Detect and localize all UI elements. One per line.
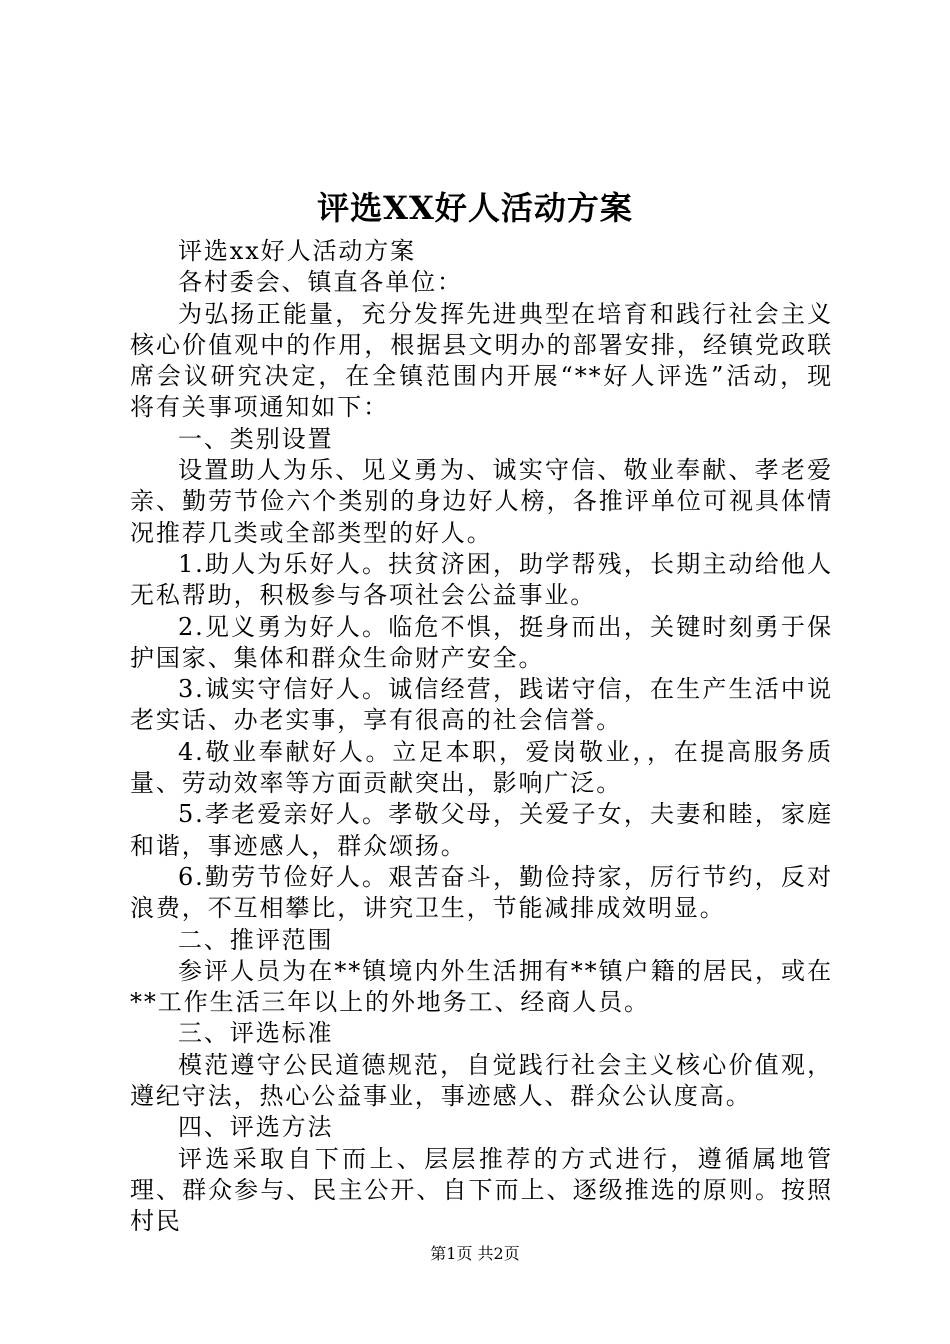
list-item-category-6: 6.勤劳节俭好人。艰苦奋斗，勤俭持家，厉行节约，反对浪费，不互相攀比，讲究卫生，节能减排成效明显。 (130, 862, 833, 923)
list-item-category-4: 4.敬业奉献好人。立足本职，爱岗敬业，，在提高服务质量、劳动效率等方面贡献突出，影响广泛。 (130, 737, 833, 798)
paragraph-criteria: 模范遵守公民道德规范，自觉践行社会主义核心价值观，遵纪守法，热心公益事业，事迹感人、群众公认度高。 (130, 1050, 833, 1111)
paragraph-method: 评选采取自下而上、层层推荐的方式进行，遵循属地管理、群众参与、民主公开、自下而上、逐级推选的原则。按照村民 (130, 1144, 833, 1236)
list-item-category-1: 1.助人为乐好人。扶贫济困，助学帮残，长期主动给他人无私帮助，积极参与各项社会公益事业。 (130, 549, 833, 610)
paragraph-scope: 参评人员为在**镇境内外生活拥有**镇户籍的居民，或在**工作生活三年以上的外地务工、经商人员。 (130, 956, 833, 1017)
paragraph-intro: 为弘扬正能量，充分发挥先进典型在培育和践行社会主义核心价值观中的作用，根据县文明办的部署安排，经镇党政联席会议研究决定，在全镇范围内开展“**好人评选”活动，现将有关事项通知如下： (130, 299, 833, 422)
section-heading-criteria: 三、评选标准 (178, 1019, 334, 1048)
list-item-category-3: 3.诚实守信好人。诚信经营，践诺守信，在生产生活中说老实话、办老实事，享有很高的社会信誉。 (130, 675, 833, 735)
section-heading-method: 四、评选方法 (178, 1113, 334, 1142)
section-heading-scope: 二、推评范围 (178, 925, 334, 954)
document-title: 评选XX好人活动方案 (317, 189, 633, 227)
paragraph-addressee: 各村委会、镇直各单位： (178, 268, 463, 297)
list-item-category-2: 2.见义勇为好人。临危不惧，挺身而出，关键时刻勇于保护国家、集体和群众生命财产安全。 (130, 612, 833, 672)
list-item-category-5: 5.孝老爱亲好人。孝敬父母，关爱子女，夫妻和睦，家庭和谐，事迹感人，群众颂扬。 (130, 800, 833, 860)
section-heading-categories: 一、类别设置 (178, 424, 334, 453)
paragraph-categories: 设置助人为乐、见义勇为、诚实守信、敬业奉献、孝老爱亲、勤劳节俭六个类别的身边好人榜，各推评单位可视具体情况推荐几类或全部类型的好人。 (130, 456, 833, 547)
paragraph-subtitle: 评选xx好人活动方案 (178, 237, 417, 265)
document-body (130, 236, 833, 1238)
page-number-footer: 第1页 共2页 (430, 1244, 520, 1263)
